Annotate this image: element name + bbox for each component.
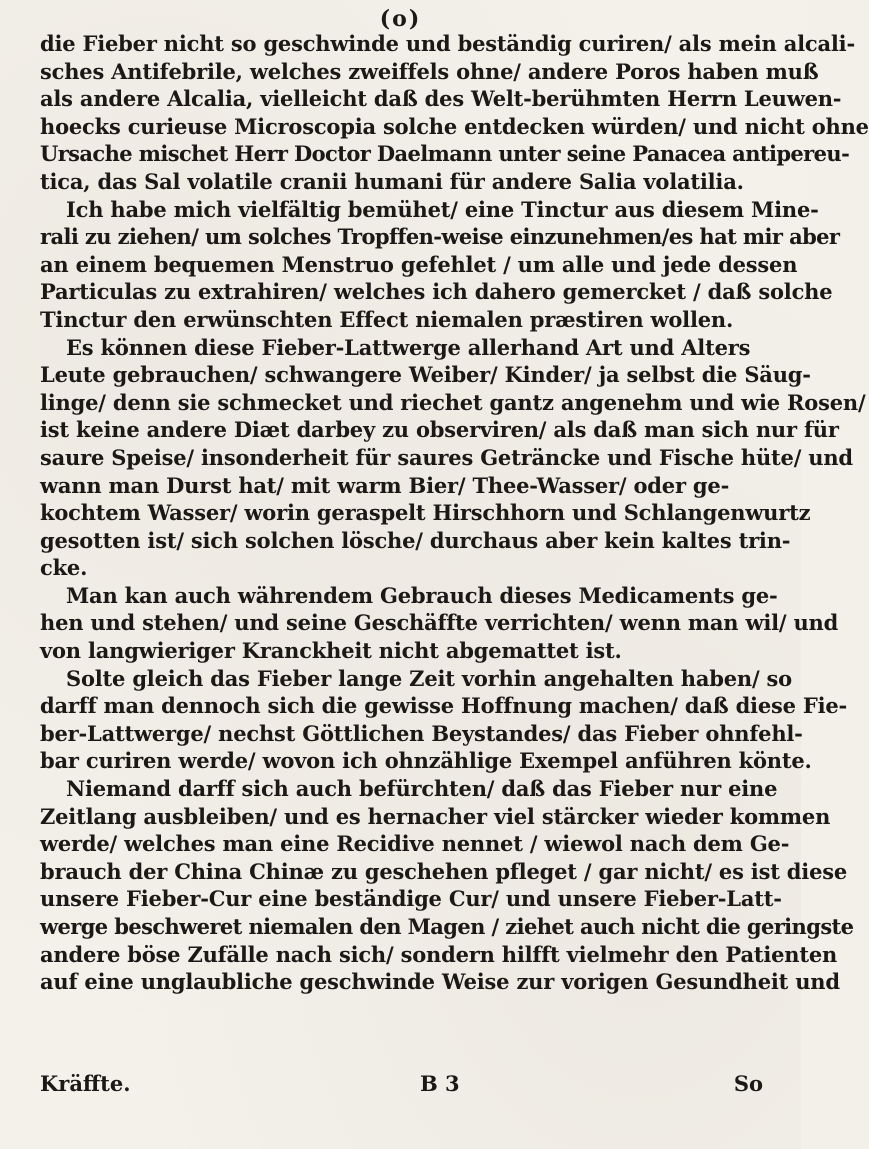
text-line: von langwieriger Kranckheit nicht abgemattet ist.: [40, 638, 622, 664]
text-line: werde/ welches man eine Recidive nennet / wiewol nach dem Ge-: [40, 831, 790, 857]
text-line: cke.: [40, 555, 88, 581]
text-line: saure Speise/ insonderheit für saures Geträncke und Fische hüte/ und: [40, 444, 853, 470]
text-line: andere böse Zufälle nach sich/ sondern hilfft vielmehr den Patienten: [40, 941, 838, 967]
text-line: darff man dennoch sich die gewisse Hoffnung machen/ daß diese Fie-: [40, 693, 848, 719]
text-line: gesotten ist/ sich solchen lösche/ durchaus aber kein kaltes trin-: [40, 527, 791, 553]
paragraph-start-line: Es können diese Fieber-Lattwerge allerhand Art und Alters: [66, 334, 751, 360]
text-line: ber-Lattwerge/ nechst Göttlichen Beystandes/ das Fieber ohnfehl-: [40, 720, 803, 746]
paragraph-start-line: Ich habe mich vielfältig bemühet/ eine Tinctur aus diesem Mine-: [66, 196, 819, 222]
text-line: sches Antifebrile, welches zweiffels ohne/ andere Poros haben muß: [40, 58, 819, 84]
text-line: die Fieber nicht so geschwinde und beständig curiren/ als mein alcali-: [40, 31, 855, 56]
text-line: an einem bequemen Menstruo gefehlet / um alle und jede dessen: [40, 251, 798, 277]
text-line: kochtem Wasser/ worin geraspelt Hirschhorn und Schlangenwurtz: [40, 500, 811, 526]
text-line: bar curiren werde/ wovon ich ohnzählige Exempel anführen könte.: [40, 748, 812, 774]
catchword: So: [733, 1071, 763, 1096]
paragraph-start-line: Solte gleich das Fieber lange Zeit vorhin angehalten haben/ so: [66, 665, 792, 691]
text-line: ist keine andere Diæt darbey zu observiren/ als daß man sich nur für: [40, 417, 839, 443]
paragraph-start-line: Man kan auch währendem Gebrauch dieses Medicaments ge-: [66, 582, 778, 608]
text-line: rali zu ziehen/ um solches Tropffen-weise einzunehmen/es hat mir aber: [40, 224, 840, 250]
body-text: [40, 30, 869, 996]
text-line: werge beschweret niemalen den Magen / ziehet auch nicht die geringste: [40, 914, 854, 939]
text-line: Particulas zu extrahiren/ welches ich dahero gemercket / daß solche: [40, 279, 833, 305]
text-line: unsere Fieber-Cur eine beständige Cur/ und unsere Fieber-Latt-: [40, 886, 782, 912]
text-line: brauch der China Chinæ zu geschehen pfleget / gar nicht/ es ist diese: [40, 858, 848, 884]
text-line: wann man Durst hat/ mit warm Bier/ Thee-Wasser/ oder ge-: [40, 472, 730, 498]
text-line: als andere Alcalia, vielleicht daß des Welt-berühmten Herrn Leuwen-: [40, 86, 842, 112]
text-line: Tinctur den erwünschten Effect niemalen præstiren wollen.: [40, 306, 734, 332]
text-line: Ursache mischet Herr Doctor Daelmann unter seine Panacea antipereu-: [40, 141, 850, 167]
text-line: linge/ denn sie schmecket und riechet gantz angenehm und wie Rosen/: [40, 389, 866, 415]
text-line: tica, das Sal volatile cranii humani für andere Salia volatilia.: [40, 168, 744, 194]
text-line: Zeitlang ausbleiben/ und es hernacher viel stärcker wieder kommen: [40, 803, 831, 829]
paragraph-start-line: Niemand darff sich auch befürchten/ daß das Fieber nur eine: [66, 776, 778, 802]
text-line: Leute gebrauchen/ schwangere Weiber/ Kinder/ ja selbst die Säug-: [40, 362, 811, 388]
page-ornament-number: (o): [379, 6, 422, 32]
text-line: Kräffte.: [40, 1071, 131, 1096]
signature-mark: B 3: [420, 1071, 460, 1096]
text-line: hen und stehen/ und seine Geschäffte verrichten/ wenn man wil/ und: [40, 610, 839, 636]
text-line: auf eine unglaubliche geschwinde Weise zur vorigen Gesundheit und: [40, 969, 840, 995]
text-line: hoecks curieuse Microscopia solche entdecken würden/ und nicht ohne: [40, 113, 869, 139]
